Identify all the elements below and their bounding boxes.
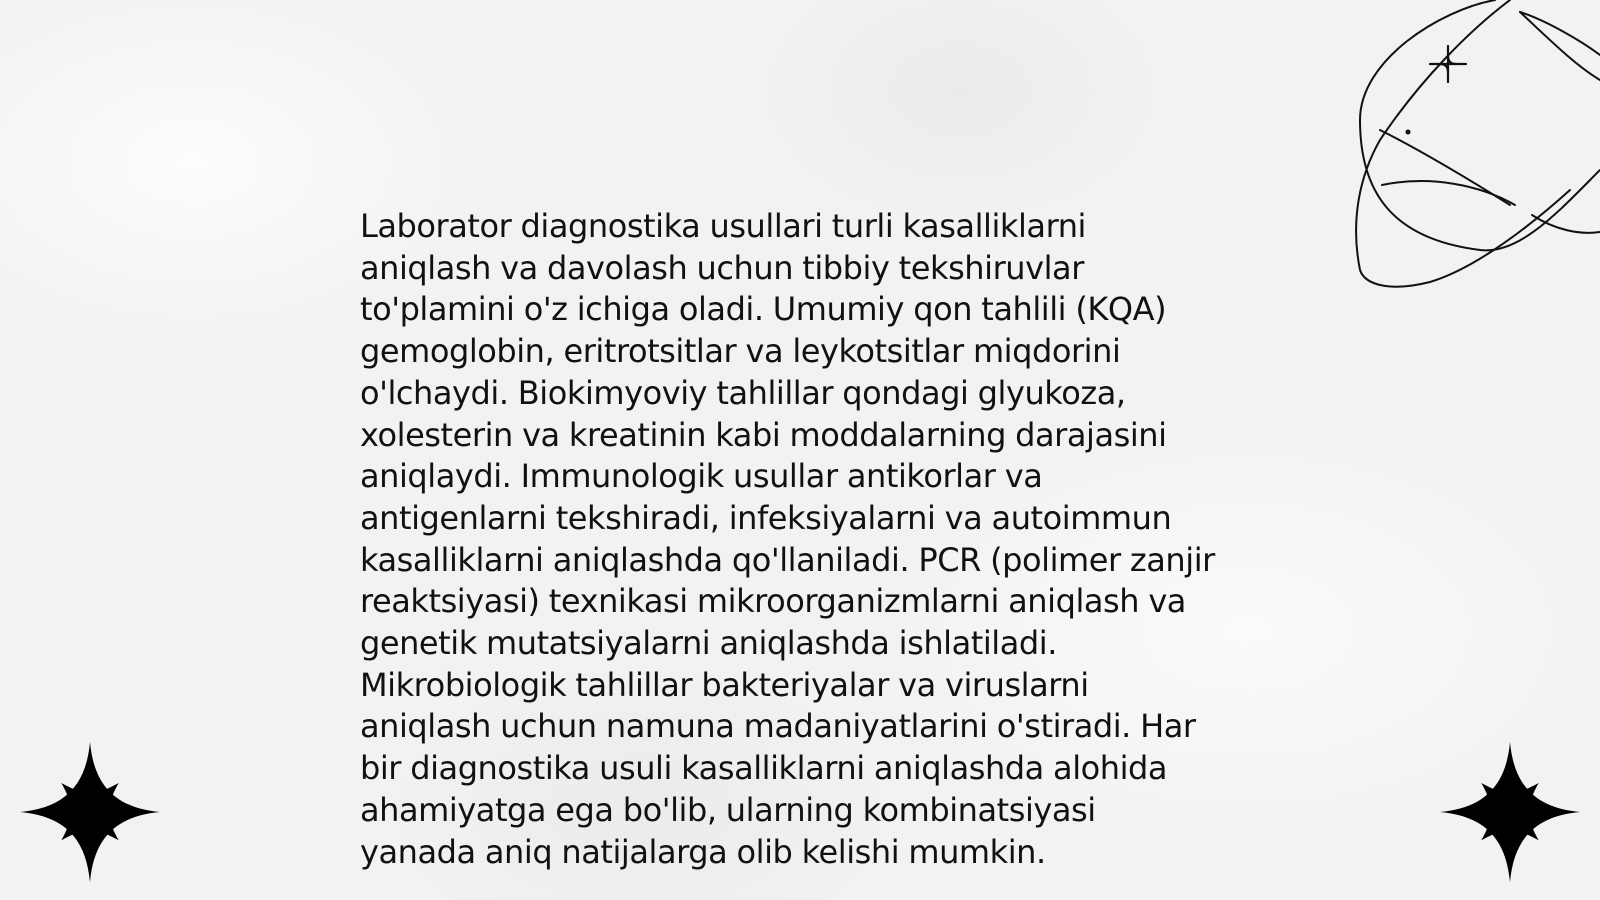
four-point-star-icon: [1438, 740, 1582, 884]
sparkle-icon: [1426, 42, 1470, 86]
slide-content: [360, 206, 1220, 900]
body-paragraph: Laborator diagnostika usullari turli kasalliklarni aniqlash va davolash uchun tibbiy tekshiruvlar to'plamini o'z ichiga oladi. Umumiy qon tahlili (KQA) gemoglobin, eritrotsitlar va leykotsitlar miqdorini o'lchaydi. Biokimyoviy tahlillar qondagi glyukoza, xolesterin va kreatinin kabi moddalarning darajasini aniqlaydi. Immunologik usullar antikorlar va antigenlarni tekshiradi, infeksiyalarni va autoimmun kasalliklarni aniqlashda qo'llaniladi. PCR (polimer zanjir reaktsiyasi) texnikasi mikroorganizmlarni aniqlash va genetik mutatsiyalarni aniqlashda ishlatiladi. Mikrobiologik tahlillar bakteriyalar va viruslarni aniqlash uchun namuna madaniyatlarini o'stiradi. Har bir diagnostika usuli kasalliklarni aniqlashda alohida ahamiyatga ega bo'lib, ularning kombinatsiyasi yanada aniq natijalarga olib kelishi mumkin.: [360, 207, 1215, 871]
four-point-star-icon: [18, 740, 162, 884]
